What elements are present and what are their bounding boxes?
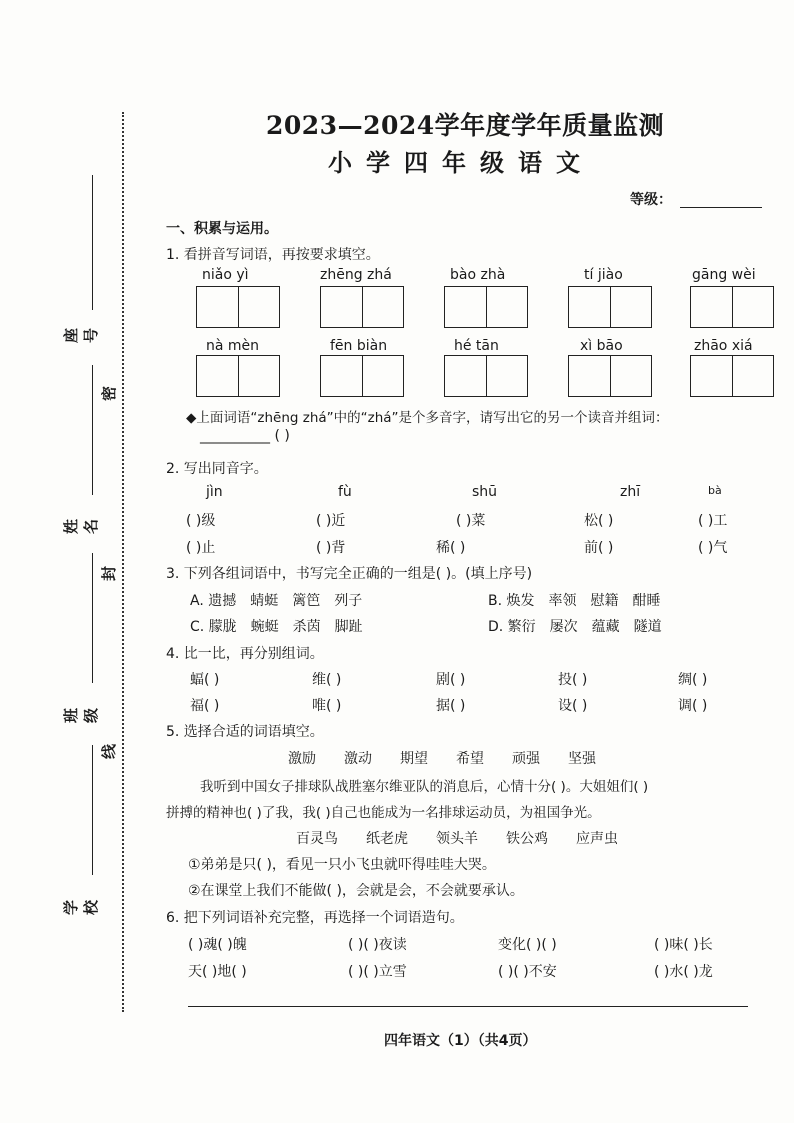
- q4-item[interactable]: 福( ): [190, 698, 220, 714]
- writing-box[interactable]: [444, 355, 528, 397]
- binding-dotted-line: [122, 112, 124, 1012]
- q1-answer-line[interactable]: __________ ( ): [200, 428, 290, 444]
- school-label: 学校: [62, 899, 100, 915]
- writing-box[interactable]: [320, 286, 404, 328]
- q2-item[interactable]: ( )菜: [456, 513, 486, 529]
- q2-pinyin: fù: [338, 484, 352, 500]
- q5-word-bank-1: 激励 激动 期望 希望 顽强 坚强: [288, 751, 596, 767]
- q1-pinyin: xì bāo: [580, 338, 623, 354]
- q1-pinyin: gāng wèi: [692, 267, 756, 283]
- q1-prompt: 1. 看拼音写词语，再按要求填空。: [166, 247, 380, 263]
- q2-item[interactable]: ( )背: [316, 540, 346, 556]
- q4-item[interactable]: 唯( ): [312, 698, 342, 714]
- q2-item[interactable]: 前( ): [584, 540, 614, 556]
- q5-sentence-2[interactable]: ②在课堂上我们不能做( )，会就是会，不会就要承认。: [188, 883, 524, 899]
- q6-item[interactable]: ( )( )不安: [498, 964, 557, 980]
- writing-box[interactable]: [690, 355, 774, 397]
- q3-prompt: 3. 下列各组词语中，书写完全正确的一组是( )。(填上序号): [166, 566, 533, 582]
- q3-option-d[interactable]: D. 繁衍 屡次 蕴藏 隧道: [488, 619, 662, 635]
- q2-pinyin: shū: [472, 484, 498, 500]
- q6-item[interactable]: ( )魂( )魄: [188, 937, 247, 953]
- q2-item[interactable]: 稀( ): [436, 540, 466, 556]
- grade-line: [680, 207, 762, 208]
- writing-box[interactable]: [196, 286, 280, 328]
- sentence-answer-line[interactable]: [188, 1006, 748, 1007]
- q6-item[interactable]: 天( )地( ): [188, 964, 247, 980]
- seal-xian: 线: [100, 743, 119, 760]
- q4-item[interactable]: 剧( ): [436, 672, 466, 688]
- q2-item[interactable]: ( )止: [186, 540, 216, 556]
- writing-box[interactable]: [568, 286, 652, 328]
- q2-pinyin: jìn: [206, 484, 223, 500]
- class-label: 班级: [62, 707, 100, 723]
- q5-prompt: 5. 选择合适的词语填空。: [166, 724, 324, 740]
- q2-pinyin: bà: [708, 484, 722, 497]
- q1-pinyin: bào zhà: [450, 267, 506, 283]
- seal-feng: 封: [100, 565, 119, 582]
- q6-item[interactable]: 变化( )( ): [498, 937, 557, 953]
- grade-label: 等级：: [630, 192, 672, 208]
- q3-option-b[interactable]: B. 焕发 率领 慰籍 酣睡: [488, 593, 661, 609]
- q4-item[interactable]: 设( ): [558, 698, 588, 714]
- q4-item[interactable]: 绸( ): [678, 672, 708, 688]
- q6-prompt: 6. 把下列词语补充完整，再选择一个词语造句。: [166, 910, 464, 926]
- q2-item[interactable]: ( )工: [698, 513, 728, 529]
- q3-option-c[interactable]: C. 朦胧 蜿蜓 杀茵 脚趾: [190, 619, 363, 635]
- q6-item[interactable]: ( )( )立雪: [348, 964, 407, 980]
- q1-pinyin: tí jiào: [584, 267, 623, 283]
- writing-box[interactable]: [568, 355, 652, 397]
- q1-pinyin: hé tān: [454, 338, 499, 354]
- name-line: [92, 365, 93, 495]
- q5-word-bank-2: 百灵鸟 纸老虎 领头羊 铁公鸡 应声虫: [296, 831, 618, 847]
- q4-item[interactable]: 投( ): [558, 672, 588, 688]
- q2-prompt: 2. 写出同音字。: [166, 461, 268, 477]
- seat-label: 座号: [62, 327, 100, 343]
- name-label: 姓名: [62, 518, 100, 534]
- q3-option-a[interactable]: A. 遗撼 蜻蜓 篱笆 列子: [190, 593, 363, 609]
- seat-line: [92, 175, 93, 310]
- q2-item[interactable]: ( )级: [186, 513, 216, 529]
- page-title: 2023—2024学年度学年质量监测: [266, 111, 665, 140]
- q1-pinyin: zhāo xiá: [694, 338, 753, 354]
- writing-box[interactable]: [690, 286, 774, 328]
- q2-item[interactable]: ( )气: [698, 540, 728, 556]
- q2-item[interactable]: 松( ): [584, 513, 614, 529]
- writing-box[interactable]: [444, 286, 528, 328]
- q6-item[interactable]: ( )味( )长: [654, 937, 713, 953]
- q4-item[interactable]: 据( ): [436, 698, 466, 714]
- q4-item[interactable]: 调( ): [678, 698, 708, 714]
- q5-passage-line-1[interactable]: 我听到中国女子排球队战胜塞尔维亚队的消息后，心情十分( )。大姐姐们( ): [200, 779, 649, 795]
- q6-item[interactable]: ( )水( )龙: [654, 964, 713, 980]
- class-line: [92, 553, 93, 683]
- q1-pinyin: fēn biàn: [330, 338, 388, 354]
- writing-box[interactable]: [196, 355, 280, 397]
- page-footer: 四年语文（1）（共4页）: [384, 1033, 537, 1049]
- q2-item[interactable]: ( )近: [316, 513, 346, 529]
- seal-mi: 密: [100, 385, 119, 402]
- q4-item[interactable]: 维( ): [312, 672, 342, 688]
- q1-pinyin: zhēng zhá: [320, 267, 392, 283]
- school-line: [92, 745, 93, 875]
- q6-item[interactable]: ( )( )夜读: [348, 937, 407, 953]
- q5-sentence-1[interactable]: ①弟弟是只( )，看见一只小飞虫就吓得哇哇大哭。: [188, 857, 496, 873]
- q1-note: ◆上面词语“zhēng zhá”中的“zhá”是个多音字，请写出它的另一个读音并组词：: [186, 410, 669, 426]
- writing-box[interactable]: [320, 355, 404, 397]
- q1-pinyin: niǎo yì: [202, 267, 249, 283]
- q4-item[interactable]: 蝠( ): [190, 672, 220, 688]
- q5-passage-line-2[interactable]: 拼搏的精神也( )了我，我( )自己也能成为一名排球运动员，为祖国争光。: [166, 805, 601, 821]
- section-heading: 一、积累与运用。: [166, 221, 278, 237]
- q4-prompt: 4. 比一比，再分别组词。: [166, 646, 324, 662]
- q2-pinyin: zhī: [620, 484, 641, 500]
- q1-pinyin: nà mèn: [206, 338, 260, 354]
- page-subtitle: 小学四年级语文: [328, 148, 594, 177]
